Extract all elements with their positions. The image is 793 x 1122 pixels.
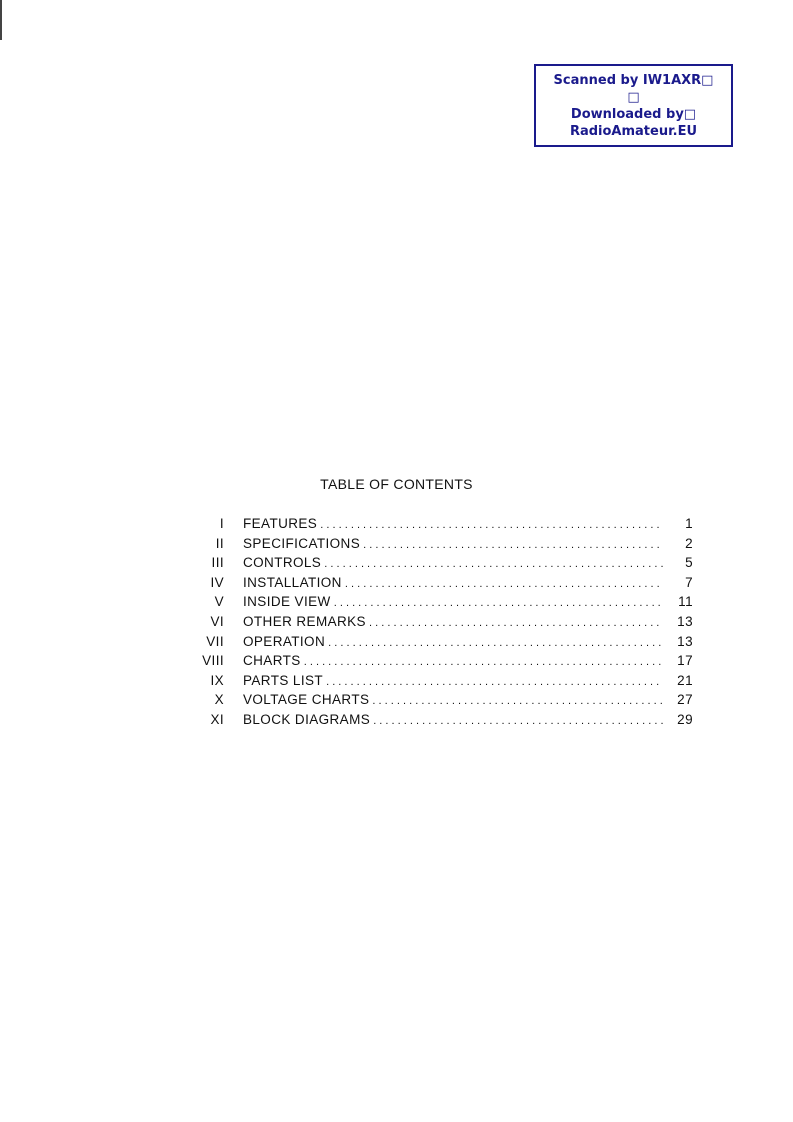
toc-row <box>190 553 702 573</box>
toc-row <box>190 632 702 652</box>
toc-entry-title: BLOCK DIAGRAMS . . . <box>243 710 663 732</box>
toc-page-number: 29 <box>677 711 693 727</box>
toc-page-number: 17 <box>677 653 693 669</box>
toc-page-number: 1 <box>685 516 693 531</box>
toc-entry-title: INSIDE VIEW . . . <box>243 592 663 614</box>
stamp-line-scanned-by: Scanned by IW1AXR□ <box>553 73 714 88</box>
toc-numeral: V <box>214 594 224 610</box>
toc-page-number: 11 <box>678 594 693 610</box>
toc-numeral: II <box>215 535 224 551</box>
stamp-line-downloaded-by: Downloaded by□ <box>570 107 697 122</box>
toc-row <box>190 592 702 612</box>
toc-entry-title: VOLTAGE CHARTS . . . <box>243 690 663 712</box>
toc-numeral: X <box>214 692 224 708</box>
toc-numeral: XI <box>210 711 224 727</box>
stamp-line-blank: □ <box>627 90 640 105</box>
toc-title: TABLE OF CONTENTS <box>320 476 473 492</box>
toc-entry-title: CONTROLS . . . <box>243 553 663 575</box>
toc-numeral: VII <box>206 633 224 649</box>
toc-entry-title: PARTS LIST . . . <box>243 671 663 693</box>
toc-row <box>190 612 702 632</box>
stamp-line-site: RadioAmateur.EU <box>569 124 698 139</box>
toc-row <box>190 690 702 710</box>
toc-page-number: 13 <box>677 613 693 629</box>
scan-credit-stamp <box>534 64 733 147</box>
toc-page-number: 2 <box>685 535 693 551</box>
toc-numeral: VI <box>210 613 224 629</box>
scan-edge-mark <box>0 0 2 40</box>
toc-numeral: I <box>219 516 224 531</box>
toc-entry-title: FEATURES . . . <box>243 514 663 536</box>
toc-row <box>190 710 702 730</box>
toc-page-number: 21 <box>677 672 693 688</box>
toc-page-number: 27 <box>677 692 693 708</box>
toc-numeral: VIII <box>202 653 224 669</box>
toc-row <box>190 651 702 671</box>
table-of-contents <box>190 514 702 730</box>
toc-entry-title: SPECIFICATIONS . . . <box>243 534 663 556</box>
toc-page-number: 7 <box>685 574 693 590</box>
toc-page-number: 13 <box>677 633 693 649</box>
toc-numeral: III <box>211 555 224 571</box>
toc-row <box>190 573 702 593</box>
toc-entry-title: CHARTS . . . <box>243 651 663 673</box>
toc-row <box>190 514 702 534</box>
toc-entry-title: INSTALLATION . . . <box>243 573 663 595</box>
toc-numeral: IV <box>210 574 224 590</box>
toc-numeral: IX <box>210 672 224 688</box>
toc-entry-title: OTHER REMARKS . . . <box>243 612 663 634</box>
toc-page-number: 5 <box>685 555 693 571</box>
toc-row <box>190 534 702 554</box>
toc-entry-title: OPERATION . . . <box>243 632 663 654</box>
toc-row <box>190 671 702 691</box>
